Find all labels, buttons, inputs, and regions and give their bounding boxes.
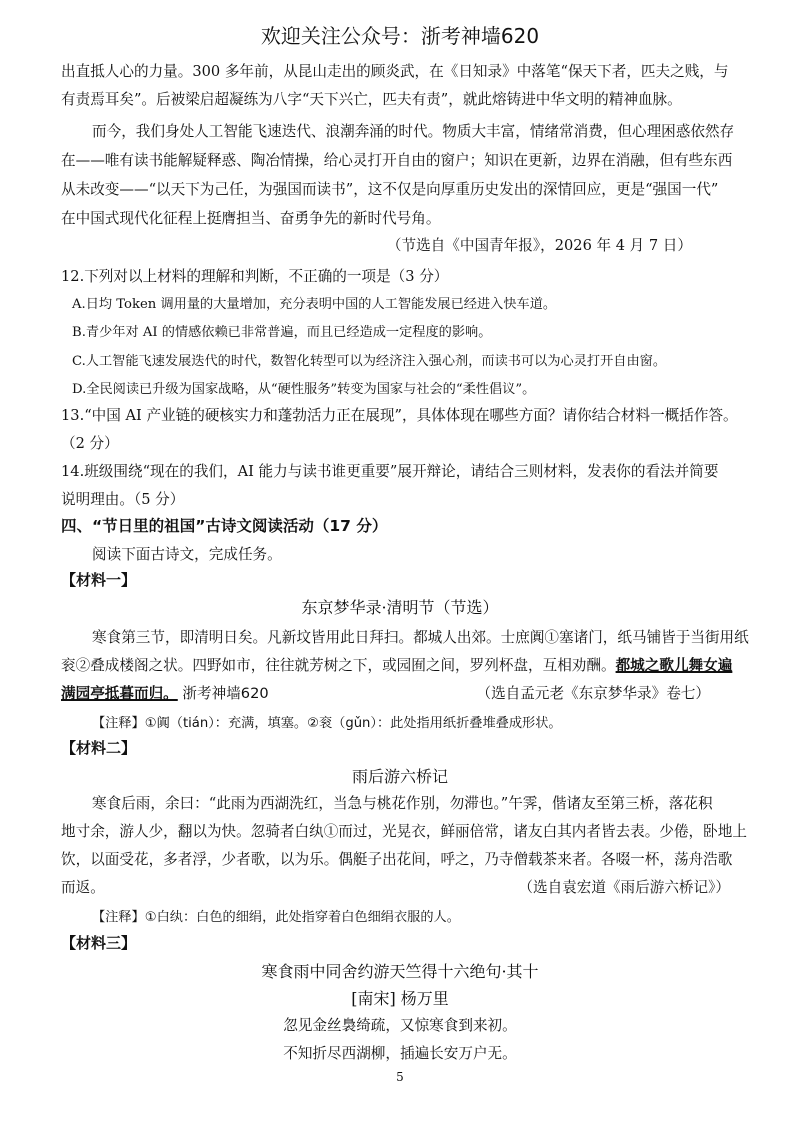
source-citation: （选自袁宏道《雨后游六桥记》） bbox=[518, 879, 730, 896]
question-13-line: （2 分） bbox=[61, 435, 119, 452]
poem-author: [南宋] 杨万里 bbox=[351, 989, 449, 1008]
question-12-option-b: B.青少年对 AI 的情感依赖已非常普遍，而且已经造成一定程度的影响。 bbox=[72, 325, 492, 340]
material-2-label: 【材料二】 bbox=[61, 739, 137, 757]
material-1-line: 寒食第三节，即清明日矣。凡新坟皆用此日拜扫。都城人出郊。士庶阗①塞诸门，纸马铺皆于当街用纸 bbox=[92, 629, 749, 646]
watermark-text: 浙考神墙620 bbox=[182, 685, 269, 702]
material-2-line: 寒食后雨，余曰：“此雨为西湖洗红，当急与桃花作别，勿滞也。”午霁，偕诸友至第三桥，落花积 bbox=[92, 795, 713, 812]
question-14-line: 14.班级围绕“现在的我们，AI 能力与读书谁更重要”展开辩论，请结合三则材料，发表你的看法并简要 bbox=[61, 463, 719, 480]
poem-line: 忽见金丝裊绮疏，又惊寒食到来初。 bbox=[283, 1017, 517, 1034]
page-header: 欢迎关注公众号：浙考神墙620 bbox=[260, 24, 540, 48]
paragraph-line: 在——唯有读书能解疑释惑、陶冶情操，给心灵打开自由的窗户；知识在更新，边界在消融，但有些东西 bbox=[61, 152, 733, 169]
paragraph-line: 有责焉耳矣”。后被梁启超凝练为八字“天下兴亡，匹夫有责”，就此熔铸进中华文明的精神血脉。 bbox=[61, 91, 682, 108]
material-2-line: 饮，以面受花，多者浮，少者歌，以为乐。偶艇子出花间，呼之，乃寺僧载茶来者。各啜一杯，荡舟浩歌 bbox=[61, 851, 733, 868]
poem-line: 不知折尽西湖柳，插遍长安万户无。 bbox=[283, 1045, 517, 1062]
source-citation: （选自孟元老《东京梦华录》卷七） bbox=[476, 685, 710, 702]
question-12-option-d: D.全民阅读已升级为国家战略，从“硬性服务”转变为国家与社会的“柔性倡议”。 bbox=[72, 382, 536, 397]
question-12-stem: 12.下列对以上材料的理解和判断，不正确的一项是（3 分） bbox=[61, 268, 449, 285]
material-1-line bbox=[61, 680, 269, 708]
material-1-line bbox=[61, 652, 732, 680]
paragraph-line: 从未改变——“以天下为己任，为强国而读书”，这不仅是向厚重历史发出的深情回应，更是“强国一代” bbox=[61, 181, 719, 198]
material-2-note: 【注释】①白纨：白色的细绢，此处指穿着白色细绢衣服的人。 bbox=[92, 910, 460, 925]
underlined-sentence: 都城之歌儿舞女遍 bbox=[615, 657, 733, 674]
question-12-option-a: A.日均 Token 调用量的大量增加，充分表明中国的人工智能发展已经进入快车道。 bbox=[72, 297, 557, 312]
page-number: 5 bbox=[396, 1070, 404, 1084]
section-intro: 阅读下面古诗文，完成任务。 bbox=[92, 546, 282, 563]
material-1-text: 衮②叠成楼阁之状。四野如市，往往就芳树之下，或园囿之间，罗列杯盘，互相劝酬。 bbox=[61, 657, 616, 674]
material-1-note: 【注释】①阗（tián）：充满，填塞。②衮（gǔn）：此处指用纸折叠堆叠成形状。 bbox=[92, 716, 562, 731]
material-2-line: 而返。 bbox=[61, 879, 105, 896]
material-3-label: 【材料三】 bbox=[61, 934, 137, 952]
material-1-title: 东京梦华录·清明节（节选） bbox=[301, 598, 499, 617]
question-12-option-c: C.人工智能飞速发展迭代的时代，数智化转型可以为经济注入强心剂，而读书可以为心灵打开自由窗。 bbox=[72, 354, 667, 369]
source-citation: （节选自《中国青年报》，2026 年 4 月 7 日） bbox=[386, 237, 692, 254]
question-14-line: 说明理由。（5 分） bbox=[61, 491, 185, 508]
paragraph-line: 出直抵人心的力量。300 多年前，从昆山走出的顾炎武，在《日知录》中落笔“保天下者，匹夫之贱，与 bbox=[61, 63, 729, 80]
underlined-sentence: 满园亭抵暮而归。 bbox=[61, 685, 178, 702]
material-3-title: 寒食雨中同舍约游天竺得十六绝句·其十 bbox=[261, 962, 539, 981]
section-heading: 四、“节日里的祖国”古诗文阅读活动（17 分） bbox=[61, 517, 388, 535]
material-1-label: 【材料一】 bbox=[61, 571, 137, 589]
question-13-line: 13.“中国 AI 产业链的硬核实力和蓬勃活力正在展现”，具体体现在哪些方面？请你结合材料一概括作答。 bbox=[61, 407, 738, 424]
material-2-line: 地寸余，游人少，翻以为快。忽骑者白纨①而过，光晃衣，鲜丽倍常，诸友白其内者皆去表。少倦，卧地上 bbox=[61, 823, 747, 840]
material-2-title: 雨后游六桥记 bbox=[351, 767, 448, 786]
paragraph-line: 而今，我们身处人工智能飞速迭代、浪潮奔涌的时代。物质大丰富，情绪常消费，但心理困惑依然存 bbox=[92, 123, 735, 140]
paragraph-line: 在中国式现代化征程上挺膺担当、奋勇争先的新时代号角。 bbox=[61, 210, 441, 227]
